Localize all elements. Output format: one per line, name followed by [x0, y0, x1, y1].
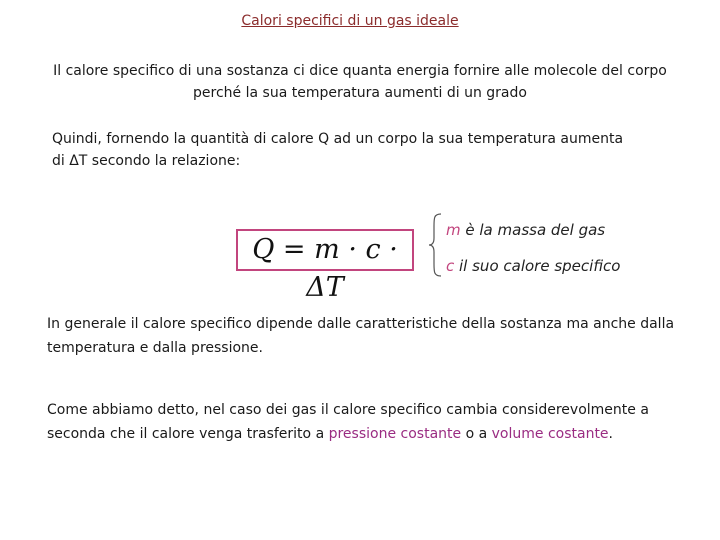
legend-mass: [446, 221, 605, 239]
legend-mass-symbol: m: [446, 221, 461, 239]
legend-specific-heat-symbol: c: [446, 257, 455, 275]
page-title: Calori specifici di un gas ideale: [241, 13, 459, 29]
relation-line-2: di ΔT secondo la relazione:: [52, 153, 241, 169]
legend-mass-text: è la massa del gas: [460, 221, 606, 239]
pressure-term: pressione costante: [328, 426, 462, 442]
formula-box: Q = m · c · ΔT: [236, 229, 414, 271]
intro-paragraph: Il calore specifico di una sostanza ci dice quanta energia fornire alle molecole del corpo perché la sua temperatura aumenti di un grado: [53, 63, 667, 101]
legend-specific-heat: [446, 257, 620, 275]
relation-paragraph: [52, 128, 692, 172]
gas-middle: o a: [461, 426, 492, 442]
gas-paragraph: [47, 398, 707, 446]
gas-prefix: Come abbiamo detto, nel caso dei gas il calore specifico cambia considerevolmente a seconda che il calore venga trasferito a: [47, 402, 649, 442]
legend-specific-heat-text: il suo calore specifico: [454, 257, 621, 275]
volume-term: volume costante: [491, 426, 609, 442]
brace-icon: [428, 212, 442, 278]
gas-suffix: .: [608, 426, 613, 442]
relation-line-1: Quindi, fornendo la quantità di calore Q ad un corpo la sua temperatura aumenta: [52, 131, 624, 147]
general-paragraph: In generale il calore specifico dipende dalle caratteristiche della sostanza ma anche dalla temperatura e dalla pressione.: [47, 316, 675, 356]
